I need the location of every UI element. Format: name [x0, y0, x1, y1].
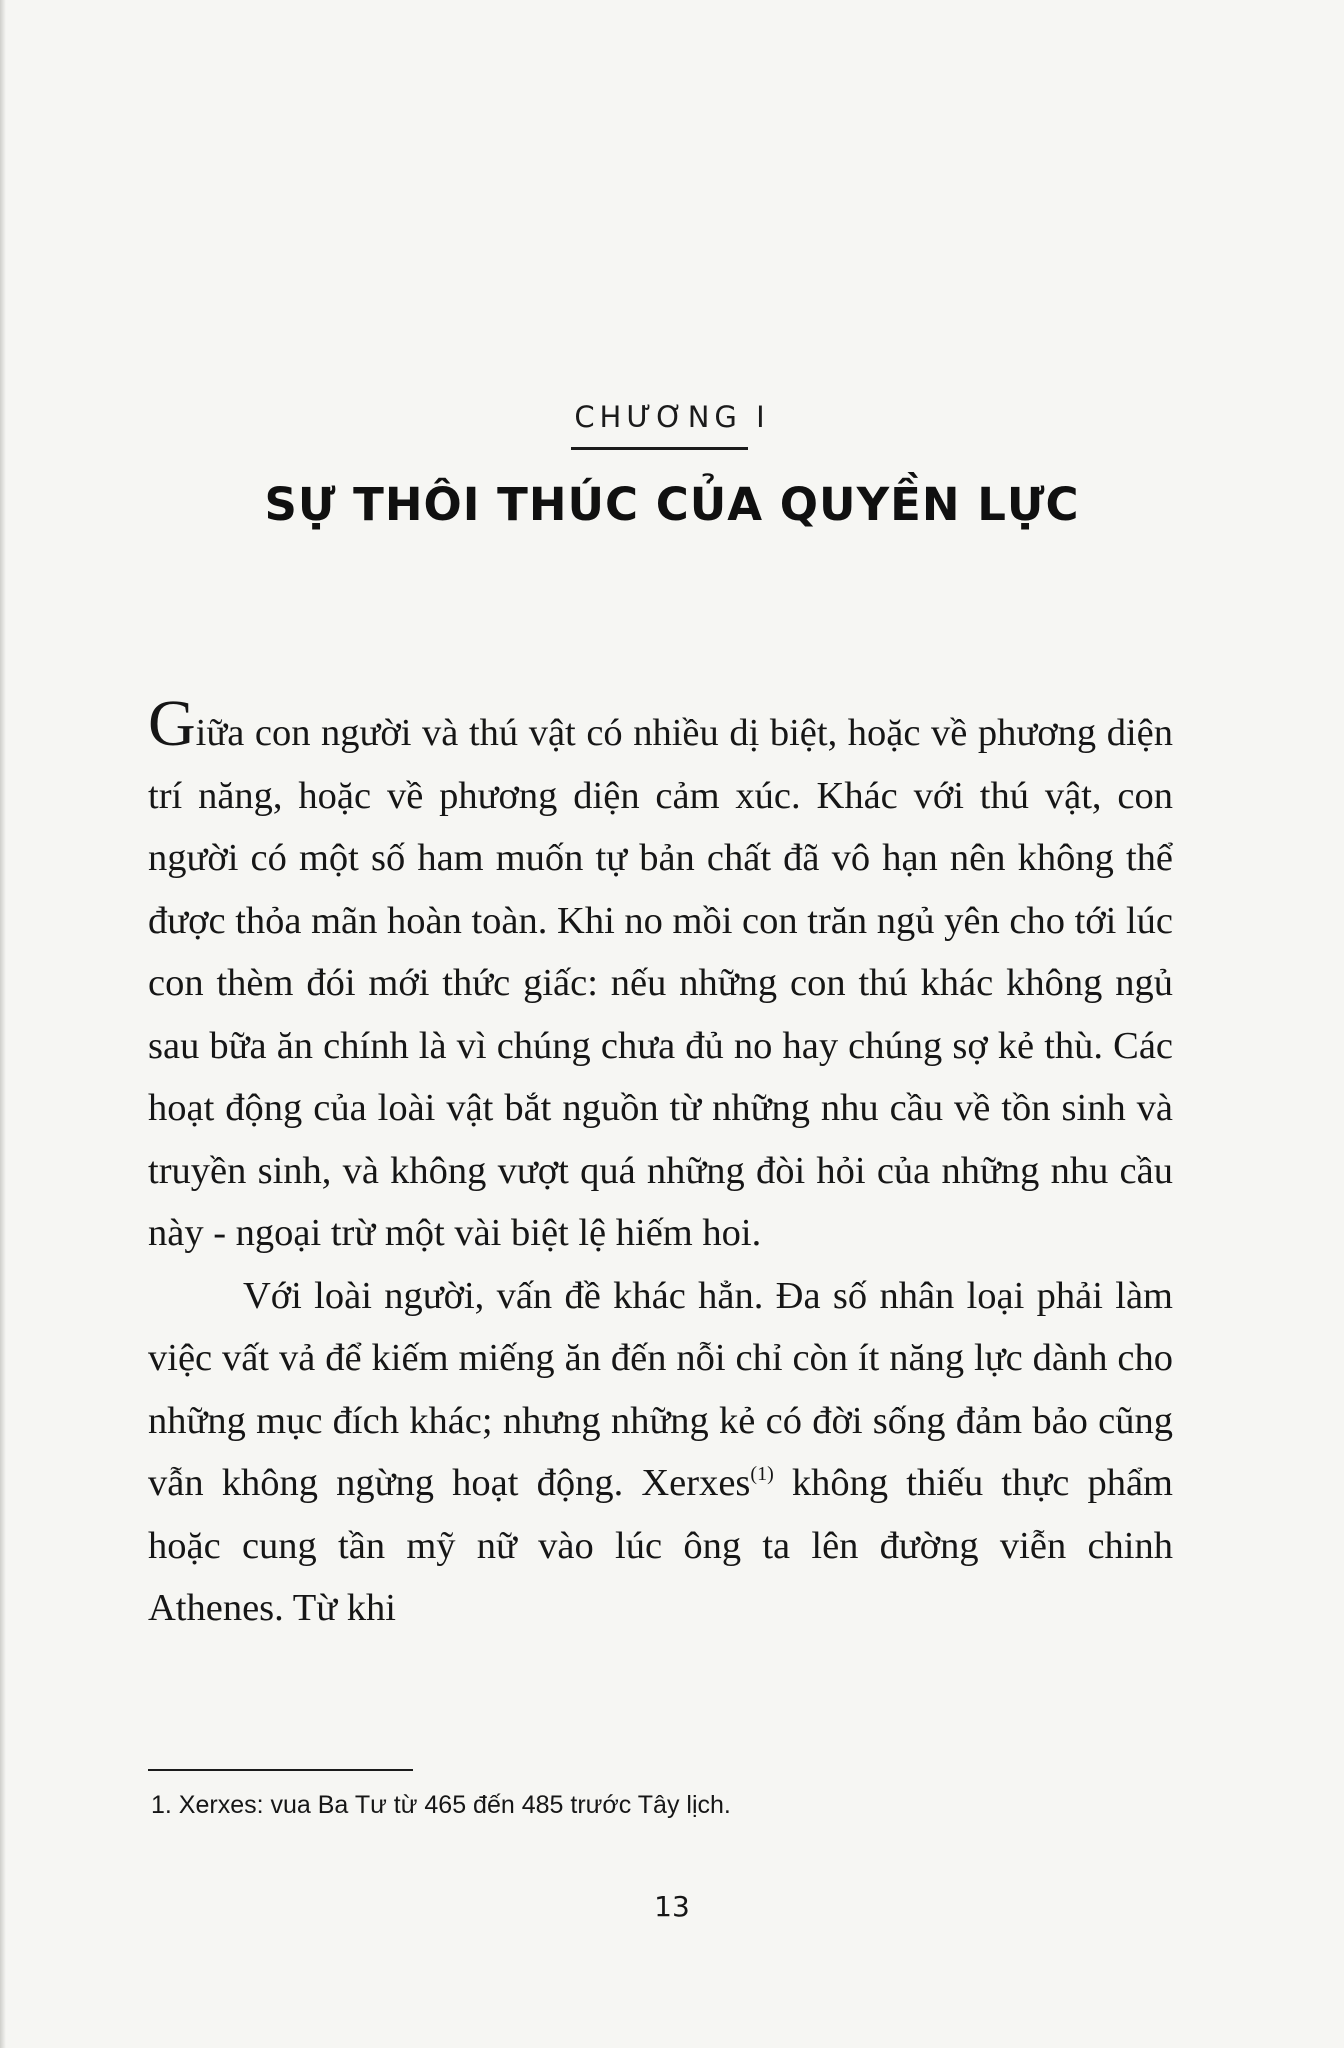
footnote-reference: (1) [750, 1463, 774, 1485]
scan-edge-shadow [0, 0, 6, 2048]
body-text [148, 687, 1173, 1640]
chapter-underline [571, 447, 748, 450]
footnote: 1. Xerxes: vua Ba Tư từ 465 đến 485 trước Tây lịch. [151, 1791, 731, 1819]
paragraph-2-text-before: Với loài người, vấn đề khác hẳn. Đa số nhân loại phải làm việc vất vả để kiếm miếng ăn đến nỗi chỉ còn ít năng lực dành cho những mục đích khác; nhưng những kẻ có đời sống đảm bảo cũng vẫn không ngừng hoạt động. Xerxes [148, 1274, 1173, 1504]
footnote-divider [148, 1769, 413, 1771]
chapter-title: SỰ THÔI THÚC CỦA QUYỀN LỰC [264, 478, 1080, 531]
chapter-label: CHƯƠNG I [574, 400, 770, 434]
page-number: 13 [654, 1890, 690, 1923]
paragraph-2-text-after: không thiếu thực phẩm hoặc cung tần mỹ nữ vào lúc ông ta lên đường viễn chinh Athenes. Từ khi [148, 1462, 1173, 1629]
paragraph-1 [148, 687, 1173, 1265]
paragraph-2 [148, 1265, 1173, 1640]
paragraph-1-text: iữa con người và thú vật có nhiều dị biệt, hoặc về phương diện trí năng, hoặc về phương diện cảm xúc. Khác với thú vật, con người có một số ham muốn tự bản chất đã vô hạn nên không thể được thỏa mãn hoàn toàn. Khi no mồi con trăn ngủ yên cho tới lúc con thèm đói mới thức giấc: nếu những con thú khác không ngủ sau bữa ăn chính là vì chúng chưa đủ no hay chúng sợ kẻ thù. Các hoạt động của loài vật bắt nguồn từ những nhu cầu về tồn sinh và truyền sinh, và không vượt quá những đòi hỏi của những nhu cầu này - ngoại trừ một vài biệt lệ hiếm hoi. [148, 712, 1173, 1254]
drop-cap: G [148, 687, 196, 760]
